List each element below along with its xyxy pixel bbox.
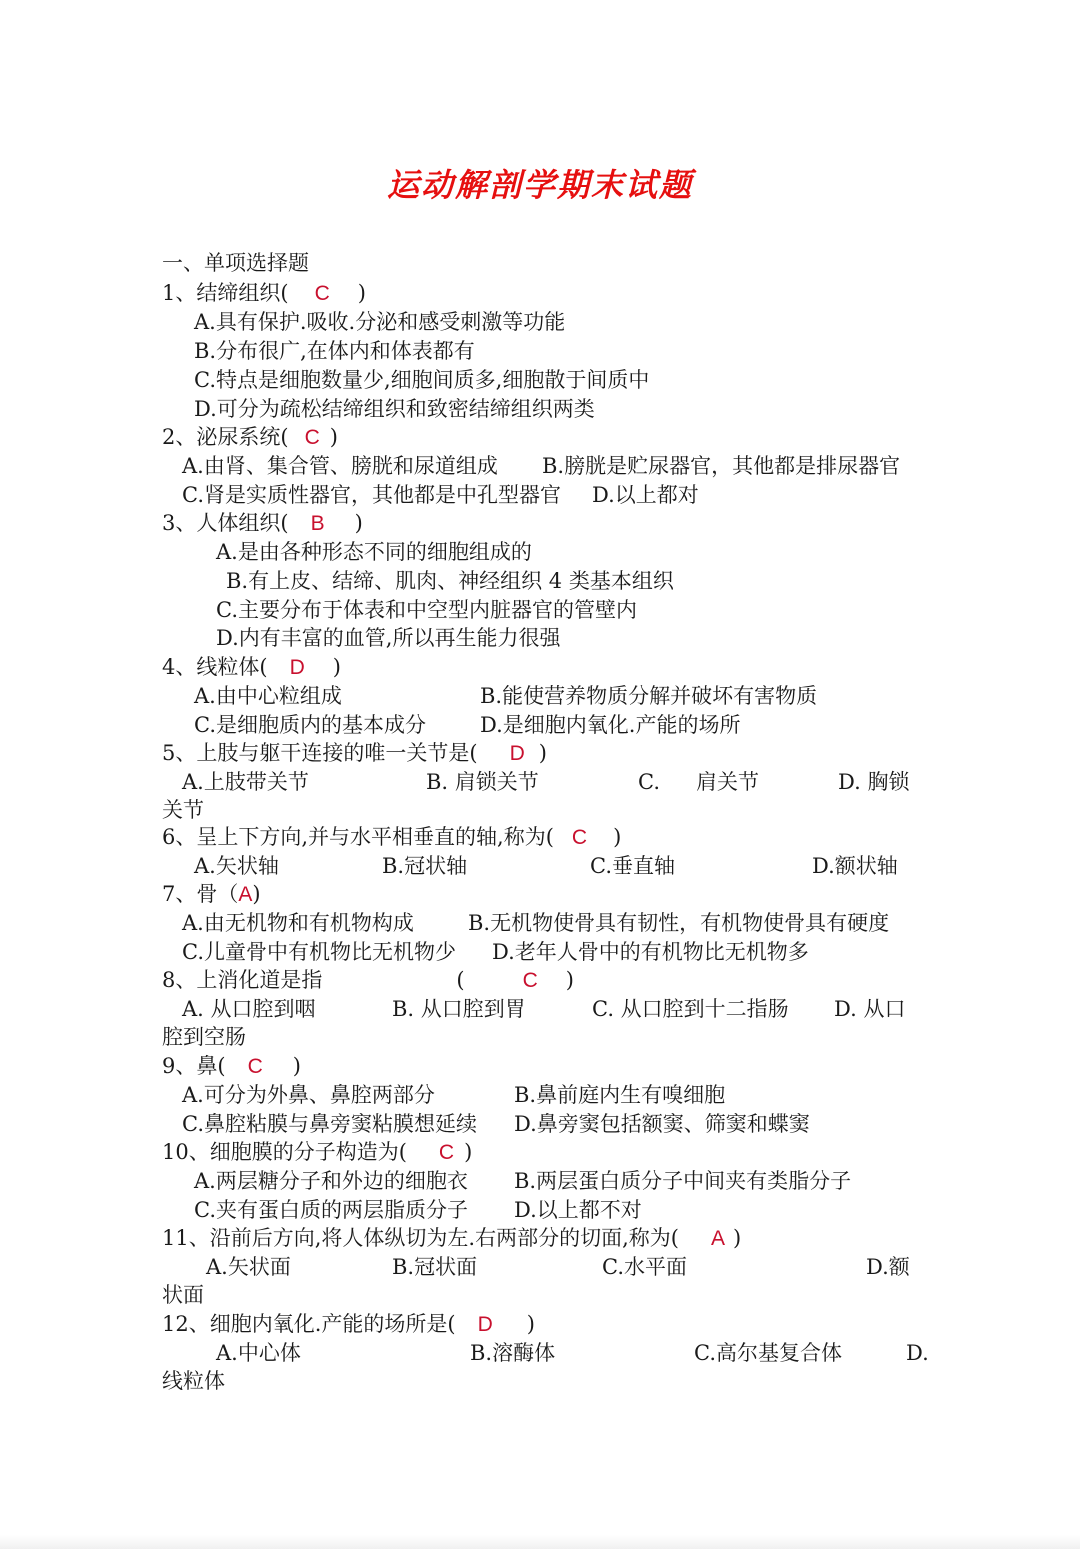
question-stem-text: 12、细胞内氧化.产能的场所是( (162, 1312, 456, 1336)
option-d: D.以上都对 (592, 483, 699, 507)
option-c: C.鼻腔粘膜与鼻旁窦粘膜想延续 (182, 1112, 477, 1136)
option-d-continued: 关节 (162, 798, 204, 822)
option-b: B. 肩锁关节 (426, 770, 539, 794)
question-6-stem (162, 823, 621, 852)
option-a: A.两层糖分子和外边的细胞衣 (194, 1169, 468, 1193)
question-stem-text: 7、骨（ (162, 882, 239, 906)
option-c: C.特点是细胞数量少,细胞间质多,细胞散于间质中 (194, 368, 650, 392)
option-d: D.额 (866, 1255, 910, 1279)
option-b: B.能使营养物质分解并破坏有害物质 (480, 684, 818, 708)
option-b: B.两层蛋白质分子中间夹有类脂分子 (514, 1169, 852, 1193)
option-d: D.是细胞内氧化.产能的场所 (480, 713, 741, 737)
paren-open: ( (456, 968, 465, 992)
question-3-stem (162, 509, 363, 538)
answer-key: C (438, 1141, 455, 1164)
question-stem-text: 2、泌尿系统( (162, 425, 289, 449)
question-stem-text: 8、上消化道是指 (162, 968, 323, 992)
question-2-stem (162, 423, 338, 452)
option-d: D. 从口 (834, 997, 906, 1021)
option-b: B.冠状面 (392, 1255, 478, 1279)
answer-key: D (289, 656, 305, 679)
question-stem-text: 3、人体组织( (162, 511, 289, 535)
option-c: C.垂直轴 (590, 854, 675, 878)
option-b: B.有上皮、结缔、肌肉、神经组织 4 类基本组织 (226, 569, 674, 593)
option-c: C.儿童骨中有机物比无机物少 (182, 940, 456, 964)
option-c: C. 从口腔到十二指肠 (592, 997, 789, 1021)
paren-close: ) (329, 425, 338, 449)
option-c: C.水平面 (602, 1255, 687, 1279)
option-b: B.溶酶体 (470, 1341, 556, 1365)
option-a: A.可分为外鼻、鼻腔两部分 (182, 1083, 435, 1107)
answer-key: D (509, 742, 525, 765)
option-a: A.由肾、集合管、膀胱和尿道组成 (182, 454, 498, 478)
option-d-continued: 腔到空肠 (162, 1025, 246, 1049)
answer-key: C (571, 826, 588, 849)
option-a: A.是由各种形态不同的细胞组成的 (216, 540, 532, 564)
answer-key: A (710, 1227, 725, 1250)
paren-close: ) (292, 1054, 301, 1078)
option-d: D.可分为疏松结缔组织和致密结缔组织两类 (194, 397, 595, 421)
option-a: A.由中心粒组成 (194, 684, 342, 708)
option-c: C.夹有蛋白质的两层脂质分子 (194, 1198, 468, 1222)
question-stem-text: 11、沿前后方向,将人体纵切为左.右两部分的切面,称为( (162, 1226, 679, 1250)
question-10-stem (162, 1138, 472, 1167)
option-a: A.矢状轴 (194, 854, 279, 878)
option-d: D.以上都不对 (514, 1198, 642, 1222)
question-1-stem (162, 279, 366, 308)
question-12-stem (162, 1310, 535, 1339)
option-c: C.高尔基复合体 (694, 1341, 842, 1365)
answer-key: B (310, 512, 325, 535)
answer-key: C (522, 969, 538, 992)
option-a: A.由无机物和有机物构成 (182, 911, 414, 935)
section-heading: 一、单项选择题 (162, 251, 309, 275)
question-stem-text: 6、呈上下方向,并与水平相垂直的轴,称为( (162, 825, 554, 849)
option-a: A.矢状面 (206, 1255, 291, 1279)
option-d: D.额状轴 (812, 854, 898, 878)
paren-close: ) (732, 1226, 742, 1250)
question-11-stem (162, 1224, 741, 1253)
option-d: D.老年人骨中的有机物比无机物多 (492, 940, 809, 964)
option-c: C.肾是实质性器官，其他都是中孔型器官 (182, 483, 561, 507)
paren-close: ) (252, 882, 261, 906)
paren-close: ) (613, 825, 622, 849)
option-b: B.冠状轴 (382, 854, 468, 878)
answer-key: C (314, 282, 330, 305)
answer-key: A (238, 883, 253, 906)
question-8-stem (162, 966, 574, 995)
option-b: B.膀胱是贮尿器官，其他都是排尿器官 (542, 454, 901, 478)
option-d-continued: 状面 (162, 1283, 204, 1307)
question-4-stem (162, 653, 341, 682)
option-d: D. 胸锁 (838, 770, 910, 794)
paren-close: ) (464, 1140, 473, 1164)
question-stem-text: 1、结缔组织( (162, 281, 289, 305)
question-5-stem (162, 739, 547, 768)
paren-close: ) (354, 511, 363, 535)
option-b: B.无机物使骨具有韧性，有机物使骨具有硬度 (468, 911, 890, 935)
option-b: B.鼻前庭内生有嗅细胞 (514, 1083, 726, 1107)
question-stem-text: 4、线粒体( (162, 655, 268, 679)
option-a: A.中心体 (216, 1341, 301, 1365)
option-a: A.上肢带关节 (182, 770, 309, 794)
paren-close: ) (357, 281, 366, 305)
question-7-stem (162, 880, 261, 909)
paren-close: ) (332, 655, 341, 679)
option-d-continued: 线粒体 (162, 1369, 225, 1393)
answer-key: C (247, 1055, 263, 1078)
question-stem-text: 10、细胞膜的分子构造为( (162, 1140, 407, 1164)
option-b: B. 从口腔到胃 (392, 997, 526, 1021)
option-d: D.内有丰富的血管,所以再生能力很强 (216, 626, 561, 650)
option-c: 肩关节 (696, 770, 759, 794)
paren-close: ) (526, 1312, 535, 1336)
option-c: C.主要分布于体表和中空型内脏器官的管壁内 (216, 598, 637, 622)
option-b: B.分布很广,在体内和体表都有 (194, 339, 475, 363)
option-c: C.是细胞质内的基本成分 (194, 713, 426, 737)
page-bottom-edge (0, 1535, 1080, 1549)
question-stem-text: 9、鼻( (162, 1054, 226, 1078)
question-9-stem (162, 1052, 301, 1081)
page-title: 运动解剖学期末试题 (386, 166, 693, 204)
paren-close: ) (565, 968, 574, 992)
option-c-label: C. (638, 770, 660, 794)
option-d: D.鼻旁窦包括额窦、筛窦和蝶窦 (514, 1112, 810, 1136)
option-a: A. 从口腔到咽 (182, 997, 316, 1021)
answer-key: C (304, 426, 320, 449)
option-d: D. (906, 1341, 929, 1365)
option-a: A.具有保护.吸收.分泌和感受刺激等功能 (194, 310, 566, 334)
paren-close: ) (538, 741, 547, 765)
question-stem-text: 5、上肢与躯干连接的唯一关节是( (162, 741, 478, 765)
answer-key: D (477, 1313, 493, 1336)
